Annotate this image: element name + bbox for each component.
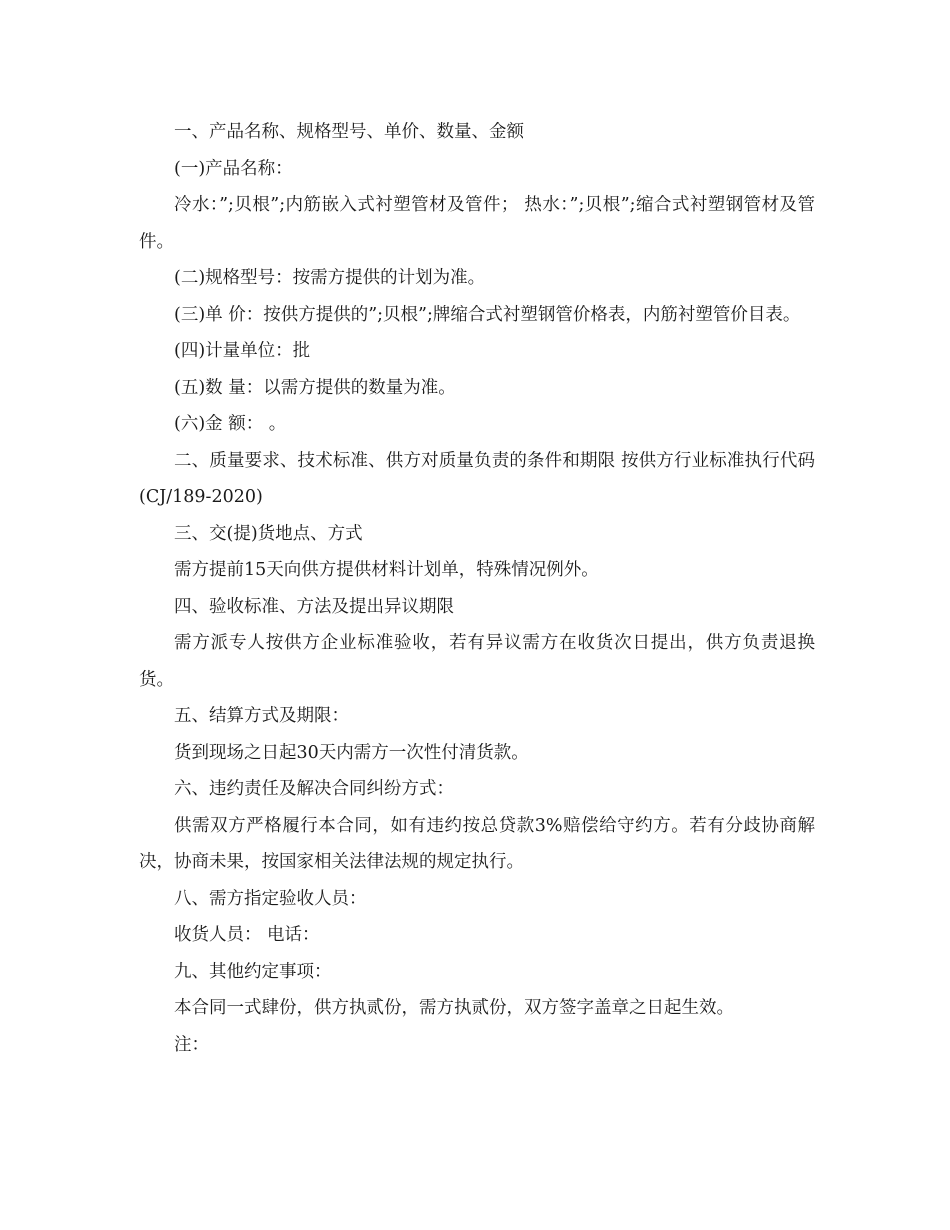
section-heading-liability: 六、违约责任及解决合同纠纷方式：: [174, 779, 454, 799]
section-heading-quality: 二、质量要求、技术标准、供方对质量负责的条件和期限 按供方行业标准执行代码(CJ/189-2020): [139, 450, 815, 507]
amount-text: (六)金 额： 。: [174, 414, 287, 434]
unit-price-text: (三)单 价：按供方提供的”;贝根”;牌缩合式衬塑钢管价格表，内筋衬塑管价目表。: [174, 304, 801, 325]
product-name-text: 冷水：”;贝根”;内筋嵌入式衬塑管材及管件； 热水：”;贝根”;缩合式衬塑钢管材及管件。: [139, 195, 815, 252]
section-heading-acceptance: 四、验收标准、方法及提出异议期限: [174, 596, 454, 617]
spec-model-text: (二)规格型号：按需方提供的计划为准。: [174, 268, 486, 288]
other-text: 本合同一式肆份，供方执贰份，需方执贰份，双方签字盖章之日起生效。: [174, 998, 734, 1018]
delivery-text: 需方提前15天向供方提供材料计划单，特殊情况例外。: [174, 560, 599, 580]
contract-document: [139, 114, 815, 1063]
section-heading-settlement: 五、结算方式及期限：: [174, 706, 349, 726]
measure-unit-text: (四)计量单位：批: [174, 341, 311, 361]
quantity-text: (五)数 量：以需方提供的数量为准。: [174, 377, 456, 398]
inspector-text: 收货人员： 电话：: [174, 925, 320, 945]
settlement-text: 货到现场之日起30天内需方一次性付清货款。: [174, 742, 529, 763]
section-heading-other: 九、其他约定事项：: [174, 961, 332, 982]
product-name-label: (一)产品名称：: [174, 158, 293, 179]
note-label: 注：: [174, 1034, 209, 1055]
section-heading-delivery: 三、交(提)货地点、方式: [174, 523, 363, 544]
liability-text: 供需双方严格履行本合同，如有违约按总贷款3%赔偿给守约方。若有分歧协商解决，协商未果，按国家相关法律法规的规定执行。: [139, 815, 815, 872]
section-heading-product: 一、产品名称、规格型号、单价、数量、金额: [174, 122, 524, 142]
section-heading-inspector: 八、需方指定验收人员：: [174, 888, 367, 909]
acceptance-text: 需方派专人按供方企业标准验收，若有异议需方在收货次日提出，供方负责退换货。: [139, 633, 815, 690]
